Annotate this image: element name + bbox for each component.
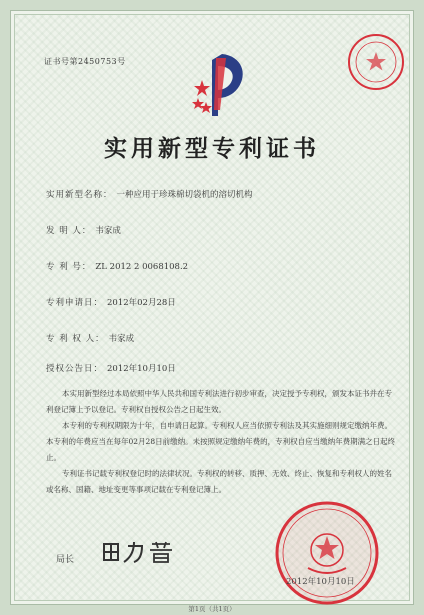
grant-date-field (46, 362, 176, 374)
utility-model-name-label: 实用新型名称： (46, 190, 113, 200)
body-paragraph: 本实用新型经过本局依照中华人民共和国专利法进行初步审查，决定授予专利权，颁发本证书并在专利登记簿上予以登记。专利权自授权公告之日起生效。 (46, 389, 392, 414)
certificate-number: 证书号第2450753号 (44, 57, 126, 66)
body-paragraph: 专利证书记载专利权登记时的法律状况。专利权的转移、质押、无效、终止、恢复和专利权人的姓名或名称、国籍、地址变更等事项记载在专利登记簿上。 (46, 469, 392, 494)
inventor-value: 韦家成 (95, 226, 121, 236)
certificate-body (46, 386, 398, 498)
patent-number-field (46, 260, 188, 272)
body-paragraph: 本专利的专利权期限为十年，自申请日起算。专利权人应当依照专利法及其实施细则规定缴纳年费。本专利的年费应当在每年02月28日前缴纳。未按照规定缴纳年费的，专利权自应当缴纳年费期满之日起终止。 (46, 421, 396, 462)
patent-number-label: 专 利 号： (46, 262, 92, 272)
handwritten-signature-icon (98, 538, 178, 566)
inventor-label: 发 明 人： (46, 226, 92, 236)
grant-date-label: 授权公告日： (46, 364, 104, 374)
page-footer: 第1页（共1页） (188, 605, 236, 613)
patent-number-value: ZL 2012 2 0068108.2 (95, 262, 189, 272)
official-seal-icon (272, 498, 382, 608)
application-date-field (46, 296, 176, 308)
certificate-title: 实用新型专利证书 (104, 135, 320, 162)
seal-date: 2012年10月10日 (286, 577, 355, 587)
director-label: 局长 (56, 555, 75, 565)
seal-stamp-top-icon (346, 32, 406, 92)
director-signature (98, 538, 178, 566)
inventor-field (46, 224, 121, 236)
patent-office-logo-icon (192, 50, 252, 120)
grant-date-value: 2012年10月10日 (107, 364, 176, 374)
application-date-label: 专利申请日： (46, 298, 104, 308)
utility-model-name-field (46, 188, 253, 200)
utility-model-name-value: 一种应用于珍珠棉切袋机的溶切机构 (116, 190, 253, 200)
application-date-value: 2012年02月28日 (107, 298, 176, 308)
patent-holder-value: 韦家成 (108, 334, 135, 344)
patent-holder-field (46, 332, 134, 344)
patent-holder-label: 专 利 权 人： (46, 334, 105, 344)
